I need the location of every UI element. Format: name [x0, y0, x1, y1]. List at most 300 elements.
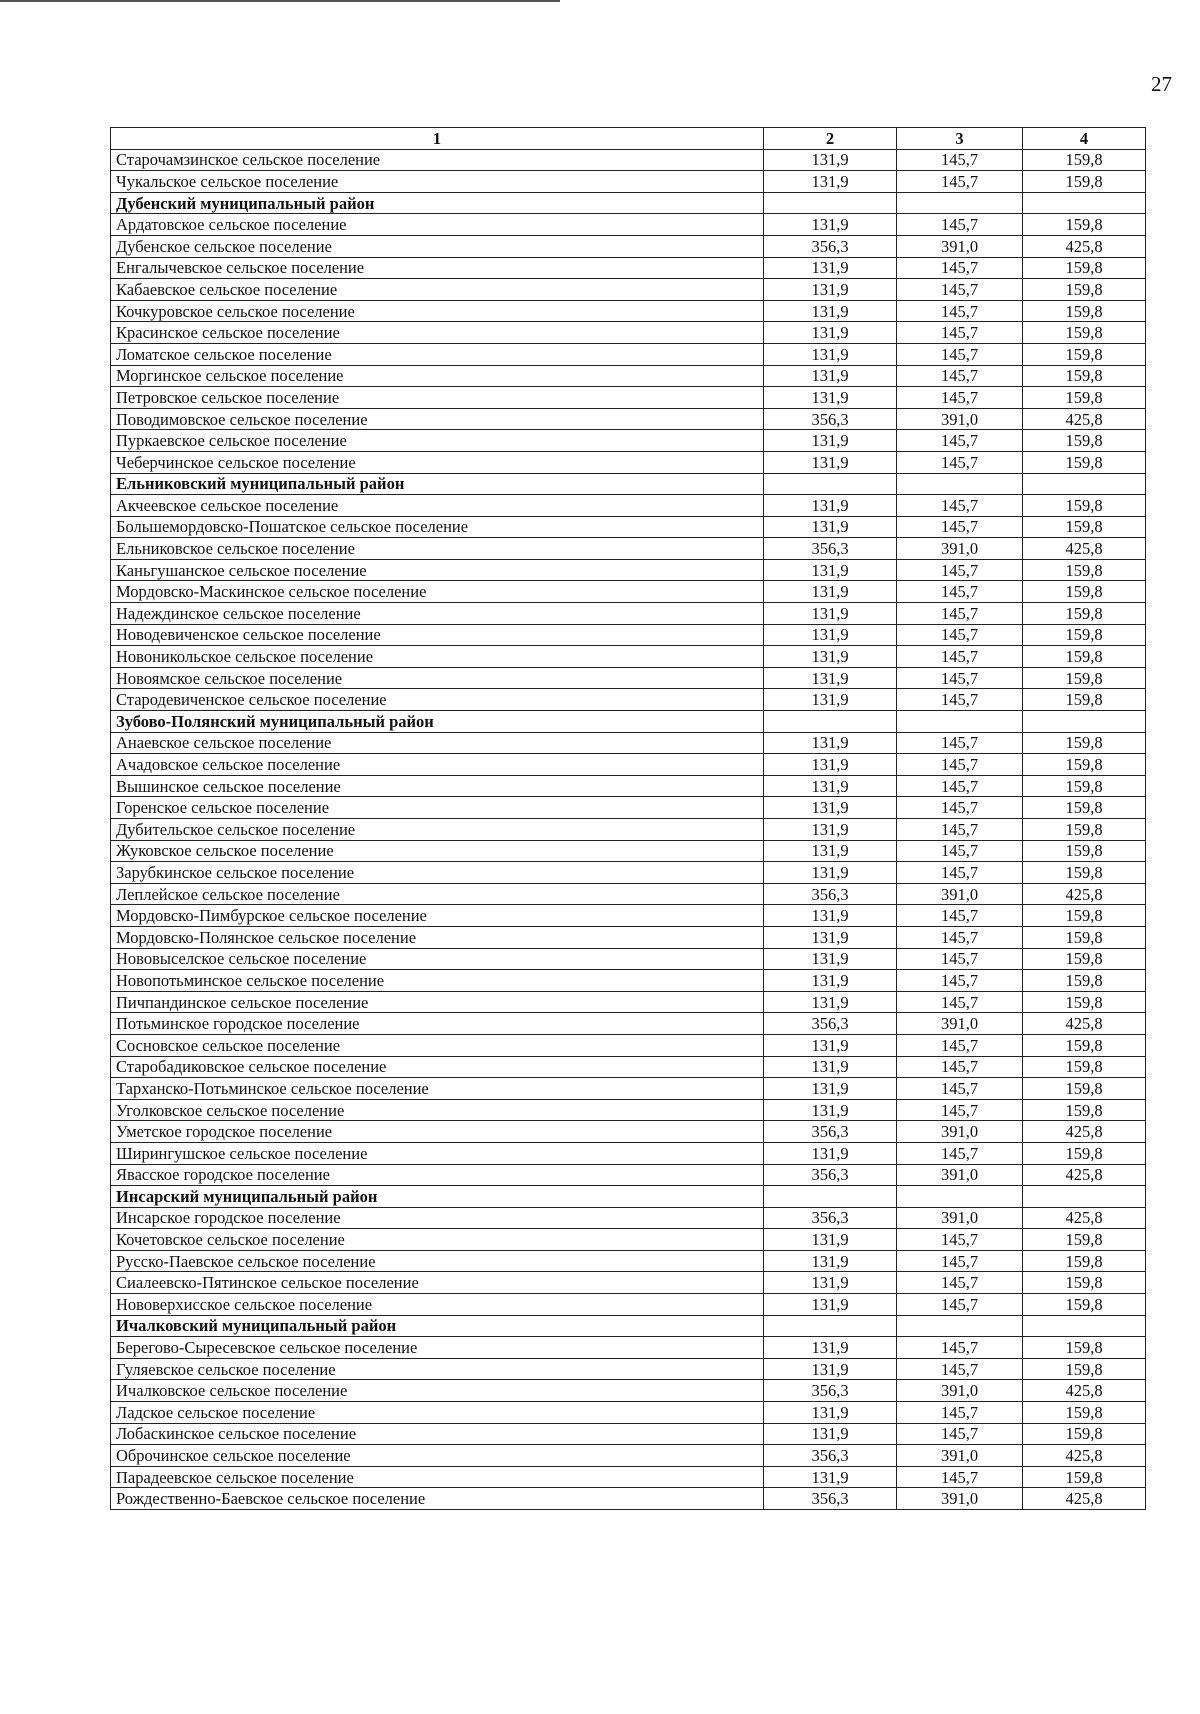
value-col-2-cell: 356,3 [764, 1013, 897, 1035]
value-col-2-cell: 131,9 [764, 1466, 897, 1488]
value-col-2-cell: 356,3 [764, 1380, 897, 1402]
district-row [111, 1186, 1146, 1208]
value-col-4-cell [1023, 192, 1146, 214]
value-col-3-cell: 145,7 [897, 1078, 1023, 1100]
value-col-2-cell: 131,9 [764, 754, 897, 776]
value-col-2-cell: 131,9 [764, 1056, 897, 1078]
settlement-name-cell: Каньгушанское сельское поселение [111, 559, 764, 581]
value-col-3-cell: 145,7 [897, 1099, 1023, 1121]
value-col-2-cell [764, 1315, 897, 1337]
value-col-2-cell: 131,9 [764, 1358, 897, 1380]
value-col-4-cell: 159,8 [1023, 840, 1146, 862]
value-col-4-cell: 159,8 [1023, 171, 1146, 193]
value-col-3-cell: 391,0 [897, 408, 1023, 430]
value-col-4-cell: 425,8 [1023, 538, 1146, 560]
value-col-2-cell: 131,9 [764, 149, 897, 171]
value-col-4-cell: 159,8 [1023, 732, 1146, 754]
value-col-3-cell: 145,7 [897, 1229, 1023, 1251]
value-col-2-cell: 131,9 [764, 970, 897, 992]
value-col-4-cell: 159,8 [1023, 1272, 1146, 1294]
settlement-name-cell: Тарханско-Потьминское сельское поселение [111, 1078, 764, 1100]
table-row [111, 1272, 1146, 1294]
value-col-4-cell: 159,8 [1023, 689, 1146, 711]
value-col-4-cell: 159,8 [1023, 862, 1146, 884]
value-col-2-cell: 131,9 [764, 1402, 897, 1424]
value-col-4-cell: 425,8 [1023, 235, 1146, 257]
value-col-2-cell: 356,3 [764, 1445, 897, 1467]
table-row [111, 1142, 1146, 1164]
settlement-name-cell: Сиалеевско-Пятинское сельское поселение [111, 1272, 764, 1294]
value-col-4-cell [1023, 711, 1146, 733]
settlement-name-cell: Нововерхисское сельское поселение [111, 1294, 764, 1316]
value-col-4-cell: 159,8 [1023, 495, 1146, 517]
value-col-4-cell: 425,8 [1023, 1380, 1146, 1402]
value-col-3-cell: 145,7 [897, 171, 1023, 193]
value-col-3-cell: 145,7 [897, 840, 1023, 862]
value-col-2-cell: 131,9 [764, 1250, 897, 1272]
table-row [111, 171, 1146, 193]
value-col-3-cell: 391,0 [897, 538, 1023, 560]
value-col-3-cell: 391,0 [897, 1121, 1023, 1143]
value-col-2-cell [764, 192, 897, 214]
value-col-4-cell: 159,8 [1023, 322, 1146, 344]
value-col-2-cell: 131,9 [764, 581, 897, 603]
table-row [111, 926, 1146, 948]
header-col-4: 4 [1023, 128, 1146, 150]
value-col-2-cell: 131,9 [764, 1142, 897, 1164]
value-col-2-cell: 131,9 [764, 797, 897, 819]
settlement-name-cell: Рождественно-Баевское сельское поселение [111, 1488, 764, 1510]
value-col-4-cell: 159,8 [1023, 1229, 1146, 1251]
value-col-2-cell: 131,9 [764, 300, 897, 322]
value-col-3-cell: 391,0 [897, 235, 1023, 257]
settlement-name-cell: Ширингушское сельское поселение [111, 1142, 764, 1164]
value-col-3-cell: 145,7 [897, 689, 1023, 711]
table-row [111, 495, 1146, 517]
settlement-name-cell: Новопотьминское сельское поселение [111, 970, 764, 992]
tariff-table [110, 127, 1146, 1510]
value-col-2-cell: 131,9 [764, 840, 897, 862]
settlement-name-cell: Стародевиченское сельское поселение [111, 689, 764, 711]
table-row [111, 603, 1146, 625]
table-row [111, 624, 1146, 646]
table-row [111, 1423, 1146, 1445]
settlement-name-cell: Мордовско-Пимбурское сельское поселение [111, 905, 764, 927]
value-col-4-cell: 159,8 [1023, 581, 1146, 603]
value-col-3-cell: 145,7 [897, 862, 1023, 884]
value-col-3-cell: 391,0 [897, 1488, 1023, 1510]
value-col-2-cell [764, 473, 897, 495]
value-col-2-cell: 131,9 [764, 171, 897, 193]
table-row [111, 214, 1146, 236]
settlement-name-cell: Оброчинское сельское поселение [111, 1445, 764, 1467]
value-col-3-cell: 145,7 [897, 451, 1023, 473]
settlement-name-cell: Новоямское сельское поселение [111, 667, 764, 689]
settlement-name-cell: Вышинское сельское поселение [111, 775, 764, 797]
value-col-4-cell: 159,8 [1023, 603, 1146, 625]
table-row [111, 775, 1146, 797]
settlement-name-cell: Уметское городское поселение [111, 1121, 764, 1143]
table-row [111, 689, 1146, 711]
settlement-name-cell: Леплейское сельское поселение [111, 883, 764, 905]
value-col-2-cell: 131,9 [764, 819, 897, 841]
value-col-3-cell: 145,7 [897, 603, 1023, 625]
table-row [111, 991, 1146, 1013]
value-col-4-cell: 159,8 [1023, 970, 1146, 992]
value-col-3-cell: 145,7 [897, 149, 1023, 171]
value-col-4-cell: 425,8 [1023, 1445, 1146, 1467]
district-row [111, 473, 1146, 495]
settlement-name-cell: Красинское сельское поселение [111, 322, 764, 344]
value-col-2-cell: 131,9 [764, 1294, 897, 1316]
table-row [111, 797, 1146, 819]
table-row [111, 1056, 1146, 1078]
value-col-2-cell: 356,3 [764, 1488, 897, 1510]
value-col-2-cell: 131,9 [764, 495, 897, 517]
value-col-2-cell: 131,9 [764, 775, 897, 797]
header-col-3: 3 [897, 128, 1023, 150]
value-col-2-cell: 131,9 [764, 1229, 897, 1251]
value-col-2-cell [764, 711, 897, 733]
table-row [111, 1380, 1146, 1402]
value-col-3-cell: 145,7 [897, 214, 1023, 236]
settlement-name-cell: Чеберчинское сельское поселение [111, 451, 764, 473]
value-col-2-cell: 131,9 [764, 991, 897, 1013]
settlement-name-cell: Поводимовское сельское поселение [111, 408, 764, 430]
settlement-name-cell: Зарубкинское сельское поселение [111, 862, 764, 884]
value-col-3-cell: 145,7 [897, 905, 1023, 927]
settlement-name-cell: Ладское сельское поселение [111, 1402, 764, 1424]
table-row [111, 387, 1146, 409]
value-col-2-cell: 356,3 [764, 1121, 897, 1143]
value-col-2-cell: 131,9 [764, 1078, 897, 1100]
value-col-2-cell: 131,9 [764, 689, 897, 711]
value-col-3-cell: 145,7 [897, 646, 1023, 668]
settlement-name-cell: Акчеевское сельское поселение [111, 495, 764, 517]
table-row [111, 1294, 1146, 1316]
settlement-name-cell: Кочетовское сельское поселение [111, 1229, 764, 1251]
table-row [111, 1358, 1146, 1380]
value-col-3-cell: 145,7 [897, 430, 1023, 452]
table-row [111, 538, 1146, 560]
value-col-2-cell: 131,9 [764, 343, 897, 365]
table-row [111, 970, 1146, 992]
value-col-4-cell: 425,8 [1023, 1207, 1146, 1229]
settlement-name-cell: Новоникольское сельское поселение [111, 646, 764, 668]
value-col-2-cell: 131,9 [764, 214, 897, 236]
table-row [111, 732, 1146, 754]
value-col-4-cell: 159,8 [1023, 257, 1146, 279]
value-col-4-cell: 159,8 [1023, 1423, 1146, 1445]
value-col-2-cell: 131,9 [764, 1337, 897, 1359]
settlement-name-cell: Парадеевское сельское поселение [111, 1466, 764, 1488]
settlement-name-cell: Моргинское сельское поселение [111, 365, 764, 387]
table-row [111, 581, 1146, 603]
value-col-3-cell: 145,7 [897, 1402, 1023, 1424]
value-col-3-cell: 145,7 [897, 970, 1023, 992]
value-col-3-cell: 145,7 [897, 754, 1023, 776]
value-col-2-cell: 131,9 [764, 387, 897, 409]
settlement-name-cell: Горенское сельское поселение [111, 797, 764, 819]
settlement-name-cell: Жуковское сельское поселение [111, 840, 764, 862]
table-row [111, 343, 1146, 365]
value-col-2-cell: 131,9 [764, 948, 897, 970]
table-row [111, 646, 1146, 668]
value-col-4-cell: 425,8 [1023, 1013, 1146, 1035]
table-row [111, 451, 1146, 473]
value-col-2-cell: 131,9 [764, 905, 897, 927]
value-col-4-cell: 159,8 [1023, 1078, 1146, 1100]
value-col-4-cell: 159,8 [1023, 948, 1146, 970]
page-number: 27 [1151, 72, 1172, 96]
value-col-3-cell: 145,7 [897, 516, 1023, 538]
table-row [111, 300, 1146, 322]
table-row [111, 322, 1146, 344]
value-col-3-cell: 391,0 [897, 1380, 1023, 1402]
value-col-3-cell: 145,7 [897, 257, 1023, 279]
value-col-2-cell: 131,9 [764, 624, 897, 646]
settlement-name-cell: Гуляевское сельское поселение [111, 1358, 764, 1380]
value-col-4-cell [1023, 1186, 1146, 1208]
value-col-2-cell: 131,9 [764, 603, 897, 625]
value-col-4-cell: 159,8 [1023, 1337, 1146, 1359]
value-col-2-cell: 131,9 [764, 1099, 897, 1121]
settlement-name-cell: Пичпандинское сельское поселение [111, 991, 764, 1013]
value-col-4-cell: 159,8 [1023, 430, 1146, 452]
value-col-3-cell: 145,7 [897, 300, 1023, 322]
value-col-4-cell: 159,8 [1023, 1466, 1146, 1488]
settlement-name-cell: Русско-Паевское сельское поселение [111, 1250, 764, 1272]
value-col-4-cell: 425,8 [1023, 883, 1146, 905]
value-col-3-cell: 391,0 [897, 883, 1023, 905]
table-row [111, 1488, 1146, 1510]
value-col-3-cell: 391,0 [897, 1164, 1023, 1186]
value-col-2-cell: 131,9 [764, 322, 897, 344]
settlement-name-cell: Енгалычевское сельское поселение [111, 257, 764, 279]
settlement-name-cell: Ичалковское сельское поселение [111, 1380, 764, 1402]
settlement-name-cell: Анаевское сельское поселение [111, 732, 764, 754]
settlement-name-cell: Большемордовско-Пошатское сельское поселение [111, 516, 764, 538]
settlement-name-cell: Инсарское городское поселение [111, 1207, 764, 1229]
value-col-3-cell: 145,7 [897, 667, 1023, 689]
value-col-2-cell: 131,9 [764, 732, 897, 754]
value-col-4-cell: 159,8 [1023, 1294, 1146, 1316]
district-row [111, 192, 1146, 214]
value-col-4-cell: 159,8 [1023, 559, 1146, 581]
table-row [111, 559, 1146, 581]
header-col-2: 2 [764, 128, 897, 150]
value-col-3-cell [897, 711, 1023, 733]
value-col-4-cell: 159,8 [1023, 1250, 1146, 1272]
settlement-name-cell: Дубенское сельское поселение [111, 235, 764, 257]
value-col-4-cell [1023, 1315, 1146, 1337]
value-col-3-cell: 145,7 [897, 1337, 1023, 1359]
value-col-3-cell: 145,7 [897, 1250, 1023, 1272]
value-col-3-cell: 145,7 [897, 991, 1023, 1013]
value-col-3-cell: 145,7 [897, 1142, 1023, 1164]
table-row [111, 948, 1146, 970]
settlement-name-cell: Кабаевское сельское поселение [111, 279, 764, 301]
value-col-3-cell: 391,0 [897, 1207, 1023, 1229]
value-col-4-cell: 159,8 [1023, 343, 1146, 365]
value-col-3-cell [897, 473, 1023, 495]
value-col-2-cell: 131,9 [764, 365, 897, 387]
settlement-name-cell: Старобадиковское сельское поселение [111, 1056, 764, 1078]
settlement-name-cell: Уголковское сельское поселение [111, 1099, 764, 1121]
settlement-name-cell: Ельниковское сельское поселение [111, 538, 764, 560]
value-col-4-cell: 159,8 [1023, 775, 1146, 797]
value-col-4-cell: 159,8 [1023, 1056, 1146, 1078]
value-col-3-cell: 145,7 [897, 1034, 1023, 1056]
table-row [111, 1013, 1146, 1035]
district-row [111, 1315, 1146, 1337]
table-row [111, 430, 1146, 452]
value-col-2-cell: 356,3 [764, 235, 897, 257]
settlement-name-cell: Ардатовское сельское поселение [111, 214, 764, 236]
settlement-name-cell: Кочкуровское сельское поселение [111, 300, 764, 322]
table-row [111, 905, 1146, 927]
value-col-2-cell: 131,9 [764, 257, 897, 279]
value-col-4-cell: 159,8 [1023, 279, 1146, 301]
value-col-4-cell: 159,8 [1023, 149, 1146, 171]
value-col-2-cell: 356,3 [764, 1164, 897, 1186]
value-col-2-cell: 356,3 [764, 883, 897, 905]
value-col-3-cell: 145,7 [897, 343, 1023, 365]
value-col-3-cell: 145,7 [897, 797, 1023, 819]
table-row [111, 1445, 1146, 1467]
settlement-name-cell: Петровское сельское поселение [111, 387, 764, 409]
settlement-name-cell: Мордовско-Полянское сельское поселение [111, 926, 764, 948]
value-col-3-cell: 145,7 [897, 1272, 1023, 1294]
table-row [111, 667, 1146, 689]
value-col-2-cell: 356,3 [764, 1207, 897, 1229]
value-col-3-cell: 145,7 [897, 732, 1023, 754]
settlement-name-cell: Явасское городское поселение [111, 1164, 764, 1186]
value-col-3-cell: 145,7 [897, 775, 1023, 797]
value-col-3-cell: 391,0 [897, 1445, 1023, 1467]
settlement-name-cell: Лобаскинское сельское поселение [111, 1423, 764, 1445]
value-col-3-cell: 145,7 [897, 581, 1023, 603]
settlement-name-cell: Старочамзинское сельское поселение [111, 149, 764, 171]
value-col-3-cell: 145,7 [897, 1294, 1023, 1316]
value-col-4-cell: 159,8 [1023, 1034, 1146, 1056]
value-col-4-cell [1023, 473, 1146, 495]
table-row [111, 1099, 1146, 1121]
table-row [111, 257, 1146, 279]
table-row [111, 883, 1146, 905]
settlement-name-cell: Нововыселское сельское поселение [111, 948, 764, 970]
value-col-2-cell: 131,9 [764, 430, 897, 452]
value-col-3-cell: 145,7 [897, 495, 1023, 517]
value-col-2-cell: 131,9 [764, 451, 897, 473]
value-col-4-cell: 159,8 [1023, 365, 1146, 387]
value-col-4-cell: 159,8 [1023, 214, 1146, 236]
value-col-4-cell: 425,8 [1023, 1488, 1146, 1510]
value-col-3-cell: 145,7 [897, 322, 1023, 344]
value-col-4-cell: 159,8 [1023, 1142, 1146, 1164]
value-col-2-cell [764, 1186, 897, 1208]
value-col-3-cell: 145,7 [897, 624, 1023, 646]
value-col-4-cell: 159,8 [1023, 667, 1146, 689]
settlement-name-cell: Берегово-Сыресевское сельское поселение [111, 1337, 764, 1359]
value-col-4-cell: 159,8 [1023, 451, 1146, 473]
settlement-name-cell: Пуркаевское сельское поселение [111, 430, 764, 452]
district-name-cell: Дубенский муниципальный район [111, 192, 764, 214]
value-col-4-cell: 159,8 [1023, 1099, 1146, 1121]
settlement-name-cell: Чукальское сельское поселение [111, 171, 764, 193]
value-col-3-cell [897, 192, 1023, 214]
table-row [111, 1402, 1146, 1424]
value-col-4-cell: 159,8 [1023, 926, 1146, 948]
table-row [111, 819, 1146, 841]
value-col-3-cell: 145,7 [897, 559, 1023, 581]
table-body [111, 149, 1146, 1509]
settlement-name-cell: Потьминское городское поселение [111, 1013, 764, 1035]
value-col-3-cell: 145,7 [897, 1423, 1023, 1445]
value-col-2-cell: 131,9 [764, 1423, 897, 1445]
table-row [111, 1250, 1146, 1272]
value-col-4-cell: 159,8 [1023, 1358, 1146, 1380]
value-col-2-cell: 131,9 [764, 1034, 897, 1056]
value-col-2-cell: 131,9 [764, 1272, 897, 1294]
value-col-3-cell [897, 1186, 1023, 1208]
value-col-4-cell: 159,8 [1023, 300, 1146, 322]
header-row [111, 128, 1146, 150]
header-col-1: 1 [111, 128, 764, 150]
settlement-name-cell: Ломатское сельское поселение [111, 343, 764, 365]
value-col-3-cell: 145,7 [897, 365, 1023, 387]
district-name-cell: Ельниковский муниципальный район [111, 473, 764, 495]
table-row [111, 1121, 1146, 1143]
value-col-4-cell: 159,8 [1023, 516, 1146, 538]
table-row [111, 279, 1146, 301]
table-row [111, 408, 1146, 430]
value-col-2-cell: 131,9 [764, 516, 897, 538]
settlement-name-cell: Сосновское сельское поселение [111, 1034, 764, 1056]
value-col-3-cell: 145,7 [897, 1358, 1023, 1380]
table-row [111, 1034, 1146, 1056]
district-name-cell: Инсарский муниципальный район [111, 1186, 764, 1208]
district-name-cell: Ичалковский муниципальный район [111, 1315, 764, 1337]
settlement-name-cell: Дубительское сельское поселение [111, 819, 764, 841]
value-col-2-cell: 131,9 [764, 667, 897, 689]
settlement-name-cell: Надеждинское сельское поселение [111, 603, 764, 625]
value-col-4-cell: 159,8 [1023, 754, 1146, 776]
value-col-2-cell: 131,9 [764, 862, 897, 884]
value-col-2-cell: 131,9 [764, 559, 897, 581]
table-row [111, 516, 1146, 538]
table-row [111, 149, 1146, 171]
table-row [111, 754, 1146, 776]
value-col-4-cell: 159,8 [1023, 905, 1146, 927]
value-col-4-cell: 159,8 [1023, 387, 1146, 409]
value-col-3-cell: 145,7 [897, 387, 1023, 409]
value-col-4-cell: 425,8 [1023, 408, 1146, 430]
table-row [111, 1078, 1146, 1100]
table-row [111, 840, 1146, 862]
table-row [111, 1337, 1146, 1359]
district-name-cell: Зубово-Полянский муниципальный район [111, 711, 764, 733]
table-row [111, 235, 1146, 257]
table-row [111, 1229, 1146, 1251]
value-col-2-cell: 131,9 [764, 646, 897, 668]
table-row [111, 365, 1146, 387]
value-col-2-cell: 131,9 [764, 279, 897, 301]
value-col-4-cell: 159,8 [1023, 624, 1146, 646]
scan-edge-line [0, 0, 560, 2]
table-row [111, 862, 1146, 884]
value-col-3-cell [897, 1315, 1023, 1337]
